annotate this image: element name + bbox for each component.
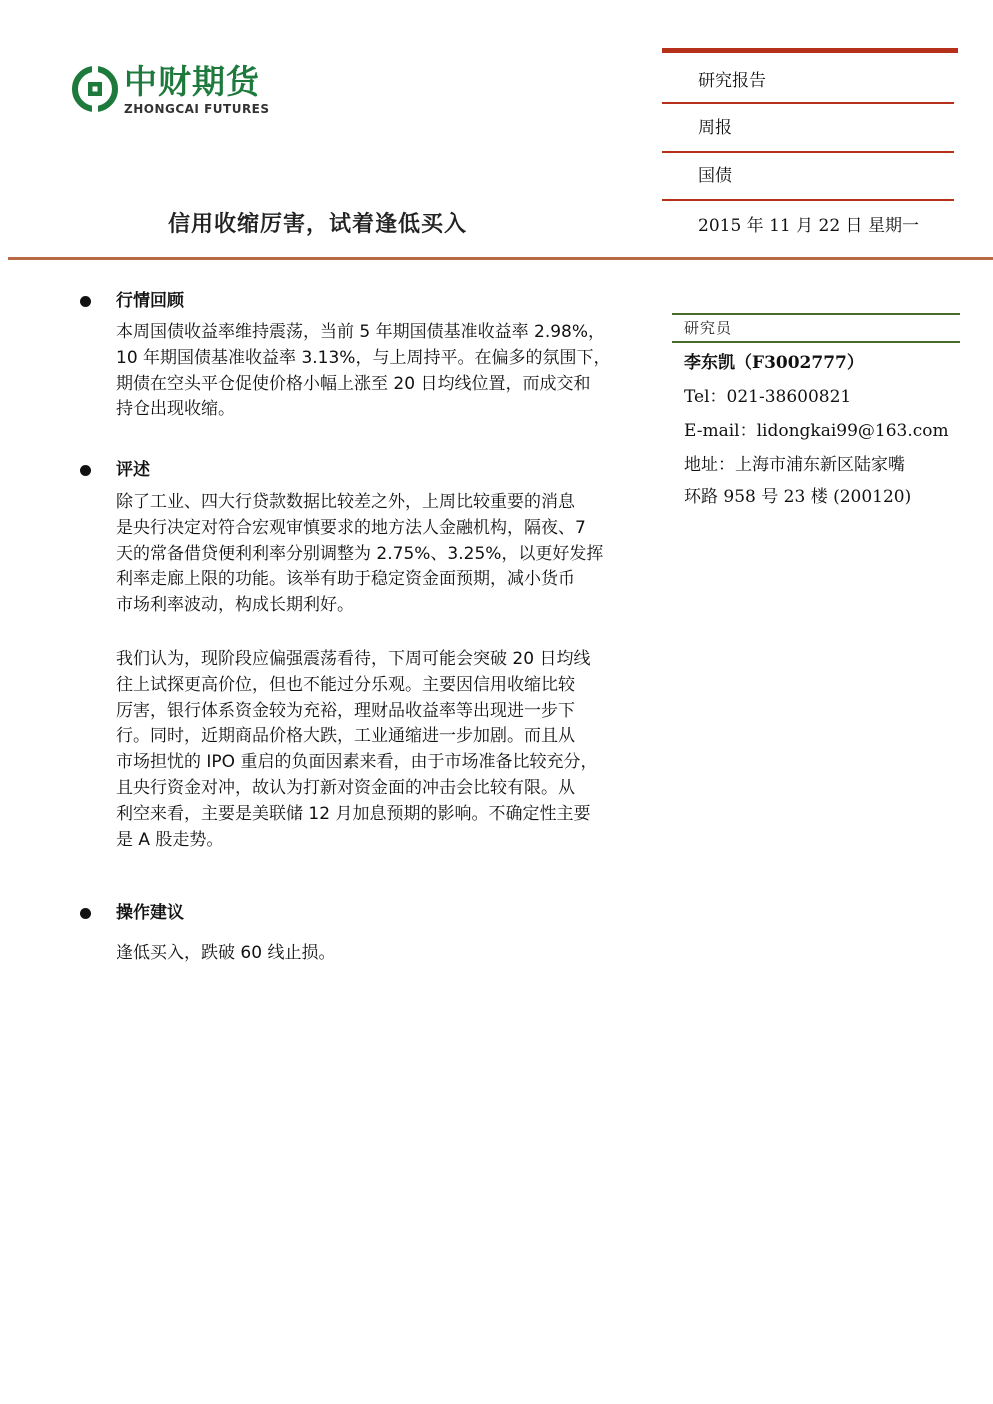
analyst-email[interactable]: E-mail：lidongkai99@163.com	[684, 421, 949, 441]
section-heading: 行情回顾	[116, 291, 184, 311]
logo-emblem-icon	[72, 66, 118, 112]
meta-rule	[662, 199, 954, 201]
sidebar-top-rule	[672, 313, 960, 315]
bullet-icon	[80, 908, 91, 919]
text-line: 利率走廊上限的功能。该举有助于稳定资金面预期，减小货币	[116, 569, 575, 590]
text-line: 往上试探更高价位，但也不能过分乐观。主要因信用收缩比较	[116, 674, 575, 695]
text-line: 是央行决定对符合宏观审慎要求的地方法人金融机构，隔夜、7	[116, 517, 586, 538]
text-line: 厉害，银行体系资金较为充裕，理财品收益率等出现进一步下	[116, 700, 575, 721]
meta-rule	[662, 151, 954, 153]
text-line: 本周国债收益率维持震荡，当前 5 年期国债基准收益率 2.98%，	[116, 322, 606, 342]
text-line: 利空来看，主要是美联储 12 月加息预期的影响。不确定性主要	[116, 803, 591, 824]
report-type: 研究报告	[698, 71, 766, 91]
section-paragraph	[116, 320, 664, 423]
bullet-icon	[80, 465, 91, 476]
company-logo	[72, 60, 312, 124]
text-line: 10 年期国债基准收益率 3.13%，与上周持平。在偏多的氛围下，	[116, 347, 611, 368]
report-frequency: 周报	[698, 118, 732, 138]
text-line: 期债在空头平仓促使价格小幅上涨至 20 日均线位置，而成交和	[116, 373, 591, 394]
meta-rule	[662, 102, 954, 104]
analyst-tel: Tel：021-38600821	[684, 387, 852, 407]
section-heading: 评述	[116, 460, 150, 480]
report-date: 2015 年 11 月 22 日 星期一	[698, 216, 919, 236]
section-paragraph	[116, 490, 664, 619]
text-line: 除了工业、四大行贷款数据比较差之外，上周比较重要的消息	[116, 492, 575, 512]
text-line: 是 A 股走势。	[116, 829, 224, 850]
text-line: 我们认为，现阶段应偏强震荡看待，下周可能会突破 20 日均线	[116, 649, 591, 669]
text-line: 持仓出现收缩。	[116, 399, 235, 420]
text-line: 市场担忧的 IPO 重启的负面因素来看，由于市场准备比较充分，	[116, 752, 598, 773]
text-line: 市场利率波动，构成长期利好。	[116, 595, 354, 616]
analyst-address: 地址：上海市浦东新区陆家嘴	[684, 455, 905, 475]
text-line: 且央行资金对冲，故认为打新对资金面的冲击会比较有限。从	[116, 777, 575, 798]
section-paragraph	[116, 647, 664, 853]
bullet-icon	[80, 296, 91, 307]
report-category: 国债	[698, 166, 732, 186]
section-paragraph	[116, 941, 664, 967]
header-divider	[8, 257, 993, 260]
text-line: 天的常备借贷便利利率分别调整为 2.75%、3.25%，以更好发挥	[116, 543, 604, 564]
analyst-name: 李东凯（F3002777）	[684, 353, 864, 373]
text-line: 行。同时，近期商品价格大跌，工业通缩进一步加剧。而且从	[116, 726, 575, 747]
meta-top-rule	[662, 48, 958, 53]
sidebar-label: 研究员	[684, 319, 733, 337]
analyst-address: 环路 958 号 23 楼 (200120)	[684, 487, 912, 507]
section-heading: 操作建议	[116, 903, 184, 923]
logo-en-text: ZHONGCAI FUTURES	[124, 102, 270, 116]
text-line: 逢低买入，跌破 60 线止损。	[116, 943, 336, 963]
sidebar-rule	[672, 341, 960, 343]
logo-cn-text: 中财期货	[124, 62, 260, 101]
report-title: 信用收缩厉害，试着逢低买入	[168, 212, 468, 237]
